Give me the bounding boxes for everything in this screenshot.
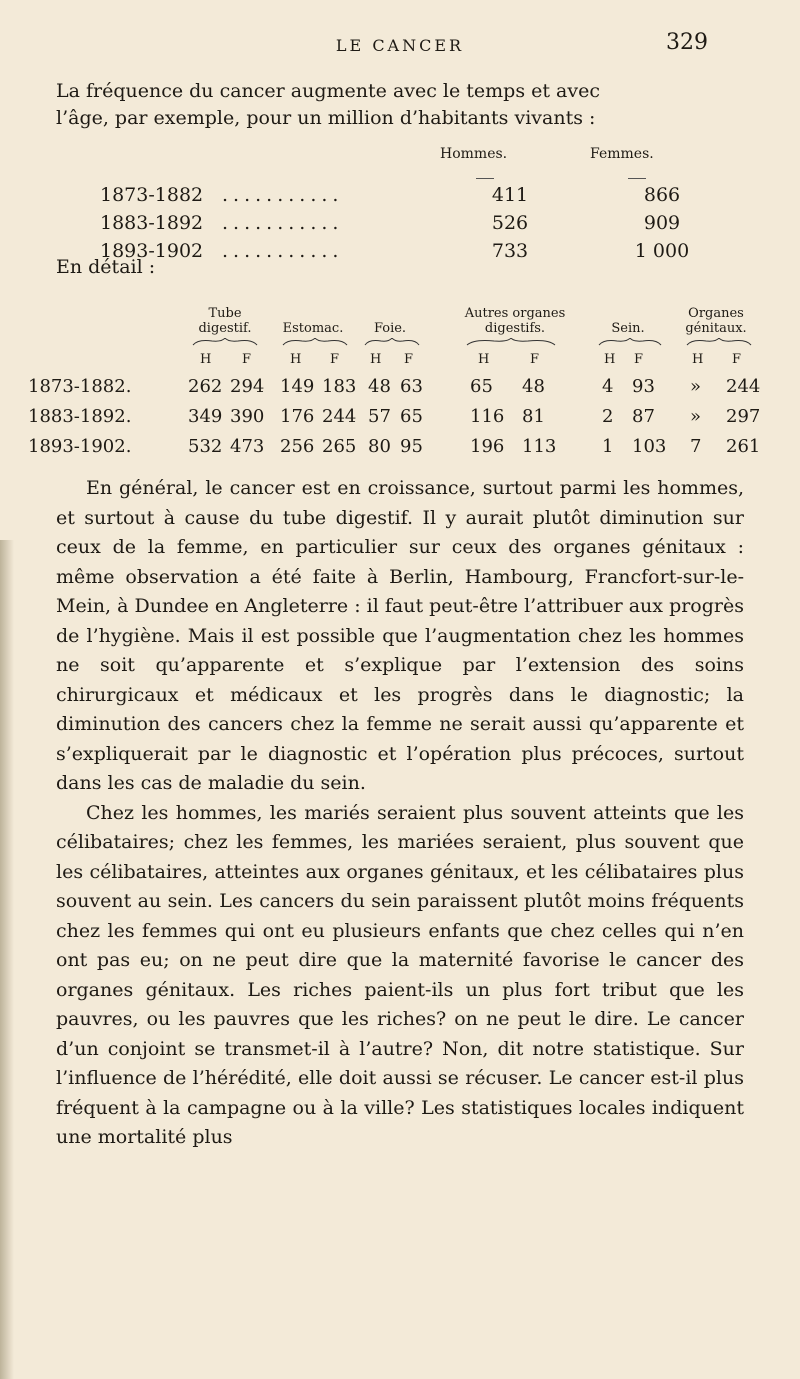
- cell: 261: [726, 436, 761, 457]
- cell: »: [690, 406, 702, 427]
- period: 1883-1892: [100, 212, 204, 234]
- cell: 113: [522, 436, 557, 457]
- running-header: LE CANCER: [335, 36, 465, 55]
- cell: 7: [690, 436, 702, 457]
- col-header-men: Hommes.: [440, 146, 508, 162]
- cell: 1: [602, 436, 614, 457]
- category-autres-organes: Autres organes digestifs.: [464, 306, 566, 336]
- cell: 390: [230, 406, 265, 427]
- leader-dots: ...........: [222, 184, 344, 206]
- category-estomac: Estomac.: [282, 321, 344, 336]
- cell: 176: [280, 406, 315, 427]
- h-label: H: [604, 352, 616, 367]
- period: 1873-1882.: [28, 376, 132, 397]
- cell: 297: [726, 406, 761, 427]
- cell: 183: [322, 376, 357, 397]
- intro-line-2: l’âge, par exemple, pour un million d’habitants vivants :: [56, 107, 596, 129]
- f-label: F: [634, 352, 644, 367]
- cell: 349: [188, 406, 223, 427]
- f-label: F: [732, 352, 742, 367]
- cell: 196: [470, 436, 505, 457]
- women-value: 909: [643, 212, 681, 234]
- cell: 2: [602, 406, 614, 427]
- col-header-women: Femmes.: [590, 146, 654, 162]
- paragraph: En général, le cancer est en croissance, surtout parmi les hommes, et surtout à cause du tube digestif. Il y aurait plutôt diminution sur ceux de la femme, en particulier sur ceux des organes génitaux : même observation a été faite à Berlin, Hambourg, Francfort-sur-le-Mein, à Dundee en Angleterre : il faut peut-être l’attribuer aux progrès de l’hygiène. Mais il est possible que l’augmentation chez les hommes ne soit qu’apparente et s’explique par l’extension des soins chirurgicaux et médicaux et les progrès dans le diagnostic; la diminution des cancers chez la femme ne serait aussi qu’apparente et s’expliquerait par le diagnostic et l’opération plus précoces, surtout dans les cas de maladie du sein.: [56, 477, 744, 794]
- brace-icon: [686, 338, 752, 346]
- women-value: 866: [643, 184, 681, 206]
- h-label: H: [200, 352, 212, 367]
- cell: 473: [230, 436, 265, 457]
- cell: 244: [322, 406, 357, 427]
- f-label: F: [530, 352, 540, 367]
- period: 1873-1882: [100, 184, 204, 206]
- f-label: F: [330, 352, 340, 367]
- period: 1893-1902.: [28, 436, 132, 457]
- cell: 294: [230, 376, 265, 397]
- brace-icon: [598, 338, 662, 346]
- category-tube-digestif: Tube digestif.: [198, 306, 252, 336]
- cell: 265: [322, 436, 357, 457]
- h-label: H: [370, 352, 382, 367]
- body-text: [56, 474, 744, 1153]
- cell: 87: [632, 406, 655, 427]
- category-foie: Foie.: [373, 321, 407, 336]
- cell: 532: [188, 436, 223, 457]
- h-label: H: [692, 352, 704, 367]
- period: 1893-1902: [100, 240, 204, 262]
- period: 1883-1892.: [28, 406, 132, 427]
- summary-row: [100, 212, 740, 240]
- cell: 81: [522, 406, 545, 427]
- page-number: 329: [666, 30, 708, 55]
- cell: 149: [280, 376, 315, 397]
- header-rule: [628, 178, 646, 179]
- leader-dots: ...........: [222, 212, 344, 234]
- men-value: 411: [491, 184, 529, 206]
- binding-shadow: [0, 540, 14, 1379]
- cell: 93: [632, 376, 655, 397]
- intro-line-1: La fréquence du cancer augmente avec le temps et avec: [56, 80, 601, 102]
- category-organes-genitaux: Organes génitaux.: [685, 306, 747, 336]
- cell: 116: [470, 406, 505, 427]
- cell: 65: [470, 376, 493, 397]
- leader-dots: ...........: [222, 240, 344, 262]
- header-rule: [476, 178, 494, 179]
- cell: 262: [188, 376, 223, 397]
- cell: 244: [726, 376, 761, 397]
- paragraph: Chez les hommes, les mariés seraient plus souvent atteints que les célibataires; chez les femmes, les mariées seraient, plus souvent que les célibataires, atteintes aux organes génitaux, et les célibataires plus souvent au sein. Les cancers du sein paraissent plutôt moins fréquents chez les femmes qui ont eu plusieurs enfants que chez celles qui n’en ont pas eu; on ne peut dire que la maternité favorise le cancer des organes génitaux. Les riches paient-ils un plus fort tribut que les pauvres, ou les pauvres que les riches? on ne peut le dire. Le cancer d’un conjoint se transmet-il à l’autre? Non, dit notre statistique. Sur l’influence de l’hérédité, elle doit aussi se récuser. Le cancer est-il plus fréquent à la campagne ou à la ville? Les statistiques locales indiquent une mortalité plus: [56, 801, 744, 1148]
- cell: 57: [368, 406, 391, 427]
- h-label: H: [478, 352, 490, 367]
- women-value: 1 000: [634, 240, 690, 262]
- detail-row: [28, 376, 768, 406]
- men-value: 526: [491, 212, 529, 234]
- brace-icon: [364, 338, 420, 346]
- cell: »: [690, 376, 702, 397]
- h-label: H: [290, 352, 302, 367]
- cell: 80: [368, 436, 391, 457]
- cell: 95: [400, 436, 423, 457]
- brace-icon: [282, 338, 348, 346]
- men-value: 733: [491, 240, 529, 262]
- detail-row: [28, 436, 768, 466]
- cell: 48: [368, 376, 391, 397]
- cell: 4: [602, 376, 614, 397]
- brace-icon: [466, 338, 556, 346]
- cell: 48: [522, 376, 545, 397]
- cell: 65: [400, 406, 423, 427]
- brace-icon: [192, 338, 258, 346]
- detail-label: En détail :: [56, 256, 156, 278]
- category-sein: Sein.: [611, 321, 645, 336]
- summary-row: [100, 184, 740, 212]
- detail-row: [28, 406, 768, 436]
- cell: 256: [280, 436, 315, 457]
- cell: 103: [632, 436, 667, 457]
- f-label: F: [242, 352, 252, 367]
- summary-row: [100, 240, 740, 268]
- f-label: F: [404, 352, 414, 367]
- cell: 63: [400, 376, 423, 397]
